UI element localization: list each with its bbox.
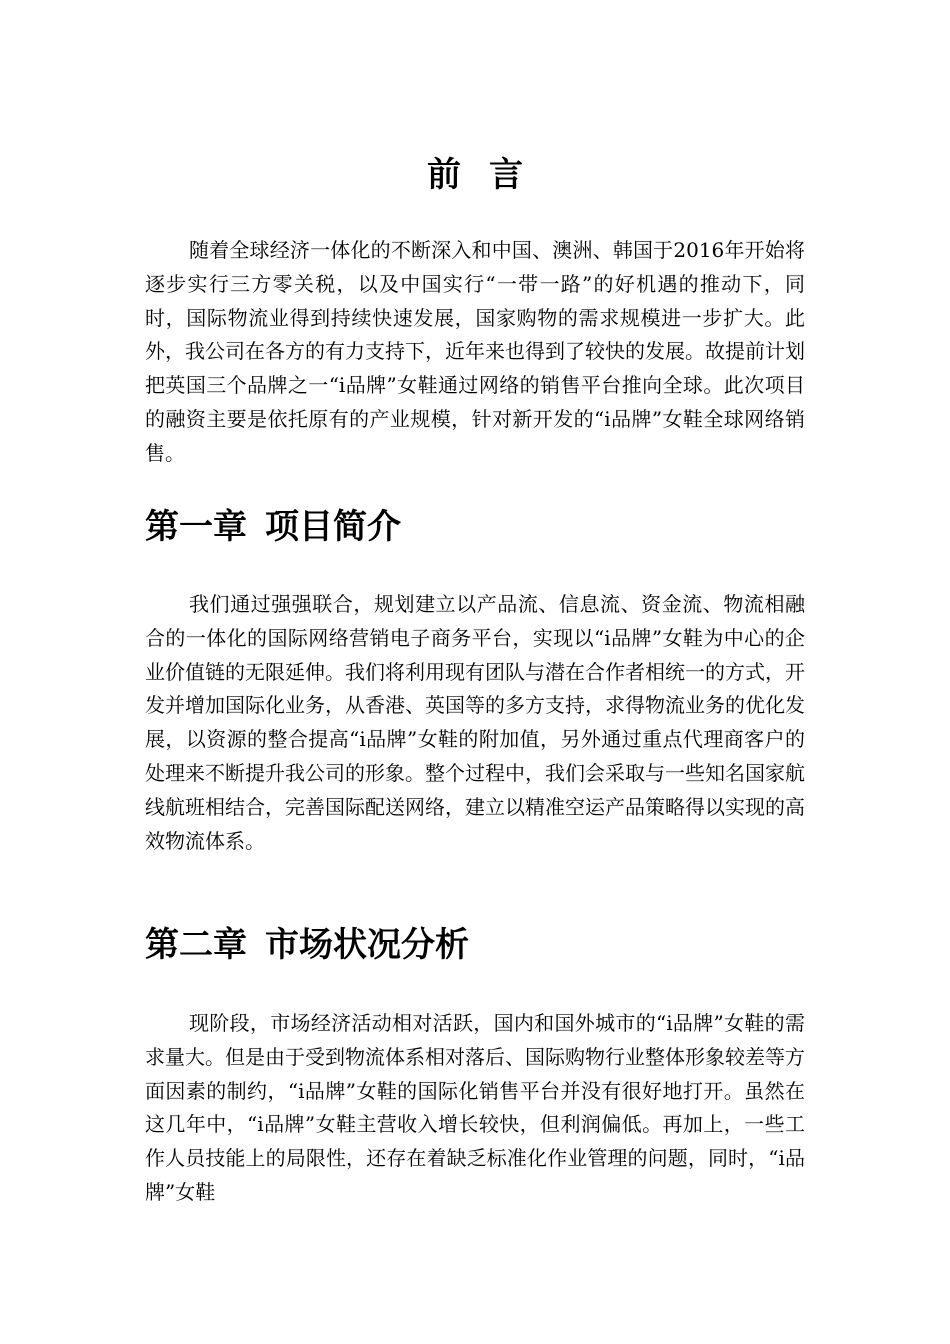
chapter1-name: 项目简介 xyxy=(265,507,401,547)
chapter1-number: 第一章 xyxy=(145,507,247,547)
chapter1-heading xyxy=(145,502,805,552)
chapter2-number: 第二章 xyxy=(145,925,247,965)
chapter2-name: 市场状况分析 xyxy=(265,925,469,965)
chapter1-paragraph: 我们通过强强联合，规划建立以产品流、信息流、资金流、物流相融合的一体化的国际网络营销电子商务平台，实现以“i品牌”女鞋为中心的企业价值链的无限延伸。我们将利用现有团队与潜在合作者相统一的方式，开发并增加国际化业务，从香港、英国等的多方支持，求得物流业务的优化发展，以资源的整合提高“i品牌”女鞋的附加值，另外通过重点代理商客户的处理来不断提升我公司的形象。整个过程中，我们会采取与一些知名国家航线航班相结合，完善国际配送网络，建立以精准空运产品策略得以实现的高效物流体系。 xyxy=(145,592,805,853)
chapter2-paragraph: 现阶段，市场经济活动相对活跃，国内和国外城市的“i品牌”女鞋的需求量大。但是由于受到物流体系相对落后、国际购物行业整体形象较差等方面因素的制约，“i品牌”女鞋的国际化销售平台并没有很好地打开。虽然在这几年中，“i品牌”女鞋主营收入增长较快，但利润偏低。再加上，一些工作人员技能上的局限性，还存在着缺乏标准化作业管理的问题，同时，“i品牌”女鞋 xyxy=(145,1011,805,1204)
chapter2-heading xyxy=(145,920,805,970)
preface-title: 前言 xyxy=(427,155,551,195)
preface-paragraph: 随着全球经济一体化的不断深入和中国、澳洲、韩国于2016年开始将逐步实行三方零关税，以及中国实行“一带一路”的好机遇的推动下，同时，国际物流业得到持续快速发展，国家购物的需求规模进一步扩大。此外，我公司在各方的有力支持下，近年来也得到了较快的发展。故提前计划把英国三个品牌之一“i品牌”女鞋通过网络的销售平台推向全球。此次项目的融资主要是依托原有的产业规模，针对新开发的“i品牌”女鞋全球网络销售。 xyxy=(145,238,805,465)
